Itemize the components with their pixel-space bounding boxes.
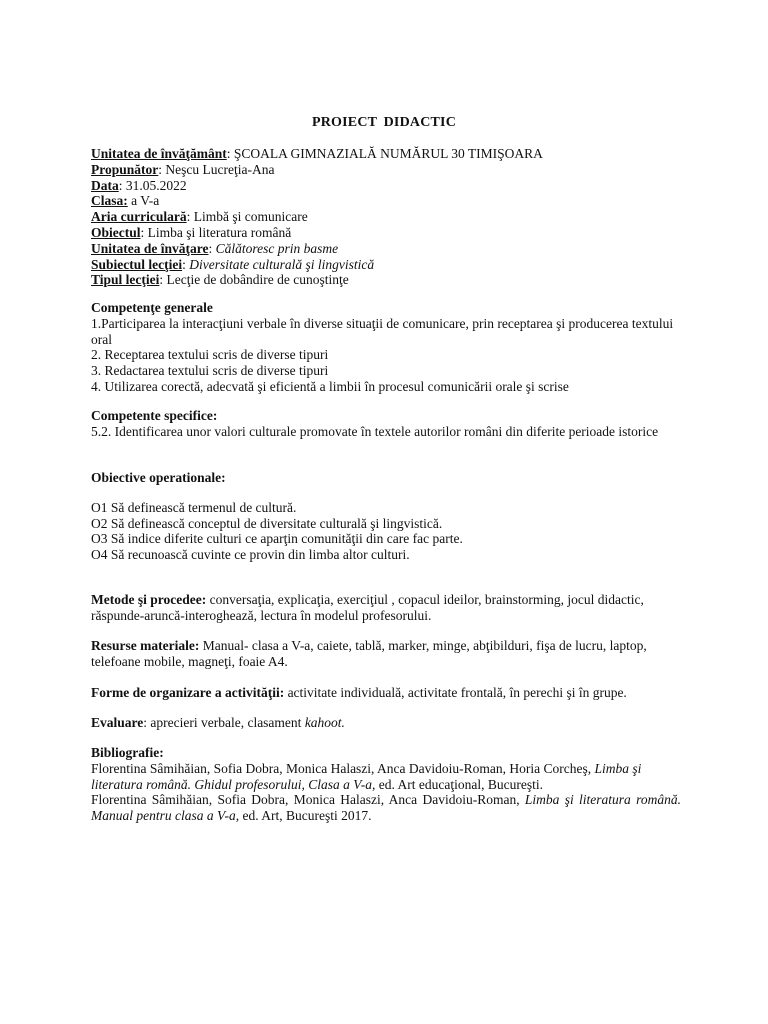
info-row-tipul: Tipul lecţiei: Lecţie de dobândire de cunoştinţe xyxy=(91,272,349,288)
section-label: Resurse materiale: xyxy=(91,638,200,653)
section-label: Metode şi procedee: xyxy=(91,592,207,607)
obiective-section xyxy=(91,470,681,563)
info-value: 31.05.2022 xyxy=(125,177,187,193)
info-label: Subiectul lecţiei xyxy=(91,256,183,272)
book-title: Limba şi literatura română. Ghidul profesorului, Clasa a V-a, xyxy=(91,760,642,792)
info-row-aria: Aria curriculară: Limbă şi comunicare xyxy=(91,209,308,225)
list-item: O3 Să indice diferite culturi ce aparţin comunităţii din care fac parte. xyxy=(91,531,463,547)
info-value: ŞCOALA GIMNAZIALĂ NUMĂRUL 30 TIMIŞOARA xyxy=(233,146,543,161)
list-item: 5.2. Identificarea unor valori culturale promovate în textele autorilor români din diferite perioade istorice xyxy=(91,423,659,439)
metode-section xyxy=(91,592,681,624)
paragraph xyxy=(91,685,681,701)
info-label: Propunător xyxy=(91,161,159,177)
list-item: O2 Să definească conceptul de diversitate culturală şi lingvistică. xyxy=(91,515,443,531)
list-item: 3. Redactarea textului scris de diverse tipuri xyxy=(91,363,329,379)
info-value: Lecţie de dobândire de cunoştinţe xyxy=(166,272,349,288)
book-title: Limba şi literatura română. Manual pentru clasa a V-a, xyxy=(91,792,681,824)
evaluare-section xyxy=(91,715,681,731)
info-label: Unitatea de învăţământ xyxy=(91,146,227,161)
document-title: PROIECT DIDACTIC xyxy=(311,115,457,130)
paragraph xyxy=(91,638,681,670)
info-label: Obiectul xyxy=(91,224,141,240)
section-label: Forme de organizare a activităţii: xyxy=(91,685,285,700)
section-value: activitate individuală, activitate frontală, în perechi şi în grupe. xyxy=(284,685,627,700)
section-heading: Competenţe generale xyxy=(91,300,213,315)
list-item: O4 Să recunoască cuvinte ce provin din limba altor culturi. xyxy=(91,547,410,563)
section-value-italic: kahoot. xyxy=(304,715,345,730)
info-value: Limba şi literatura română xyxy=(147,224,292,240)
list-item: O1 Să definească termenul de cultură. xyxy=(91,499,297,515)
section-value: Manual- clasa a V-a, caiete, tablă, marker, minge, abţibilduri, fişa de lucru, laptop, telefoane mobile, magneţi, foaie A4. xyxy=(91,638,647,669)
info-value: Călătoresc prin basme xyxy=(215,240,339,256)
competente-specifice-section xyxy=(91,408,681,440)
info-row-unitatea-invatare: Unitatea de învăţare: Călătoresc prin basme xyxy=(91,240,339,256)
info-row-clasa xyxy=(91,193,681,209)
info-label: Clasa: xyxy=(91,193,128,209)
section-heading: Competente specifice: xyxy=(91,408,218,423)
resurse-section xyxy=(91,638,681,670)
competente-generale-section xyxy=(91,300,681,395)
section-heading: Bibliografie: xyxy=(91,745,164,760)
info-row-propunator: Propunător: Neşcu Lucreţia-Ana xyxy=(91,161,275,177)
info-row-subiectul: Subiectul lecţiei: Diversitate culturală şi lingvistică xyxy=(91,256,375,272)
section-value: conversaţia, explicaţia, exerciţiul , copacul ideilor, brainstorming, jocul didactic, răspunde-aruncă-interoghează, lectura în modelul profesorului. xyxy=(91,592,644,623)
list-item: 1.Participarea la interacţiuni verbale în diverse situaţii de comunicare, prin receptarea şi producerea textului oral xyxy=(91,315,674,347)
info-row-unitate: Unitatea de învăţământ: ŞCOALA GIMNAZIALĂ NUMĂRUL 30 TIMIŞOARA xyxy=(91,146,543,161)
info-value: Neşcu Lucreţia-Ana xyxy=(165,161,275,177)
info-label: Tipul lecţiei xyxy=(91,272,160,288)
info-label: Aria curriculară xyxy=(91,209,187,225)
bibliography-entry: Florentina Sâmihăian, Sofia Dobra, Monica Halaszi, Anca Davidoiu-Roman, Horia Corcheş, Limba şi literatura română. Ghidul profesorului, Clasa a V-a, ed. Art educaţional, Bucureşti. xyxy=(91,760,642,792)
bibliografie-section xyxy=(91,745,681,824)
forme-section xyxy=(91,685,681,701)
section-heading: Obiective operationale: xyxy=(91,470,226,485)
list-item: 4. Utilizarea corectă, adecvată şi eficientă a limbii în procesul comunicării orale şi scrise xyxy=(91,378,569,394)
info-row-data: Data: 31.05.2022 xyxy=(91,177,187,193)
bibliography-entry: Florentina Sâmihăian, Sofia Dobra, Monica Halaszi, Anca Davidoiu-Roman, Limba şi literatura română. Manual pentru clasa a V-a, ed. Art, Bucureşti 2017. xyxy=(91,792,681,824)
info-label: Unitatea de învăţare xyxy=(91,240,209,256)
section-label: Evaluare xyxy=(91,715,144,730)
info-block xyxy=(91,146,681,288)
paragraph xyxy=(91,592,681,624)
info-value: Limbă şi comunicare xyxy=(193,209,308,225)
paragraph xyxy=(91,715,681,731)
info-value: a V-a xyxy=(131,193,160,209)
list-item: 2. Receptarea textului scris de diverse tipuri xyxy=(91,347,329,363)
info-row-obiectul: Obiectul: Limba şi literatura română xyxy=(91,224,292,240)
info-label: Data xyxy=(91,177,119,193)
info-value: Diversitate culturală şi lingvistică xyxy=(189,256,375,272)
section-value: : aprecieri verbale, clasament xyxy=(143,715,305,730)
